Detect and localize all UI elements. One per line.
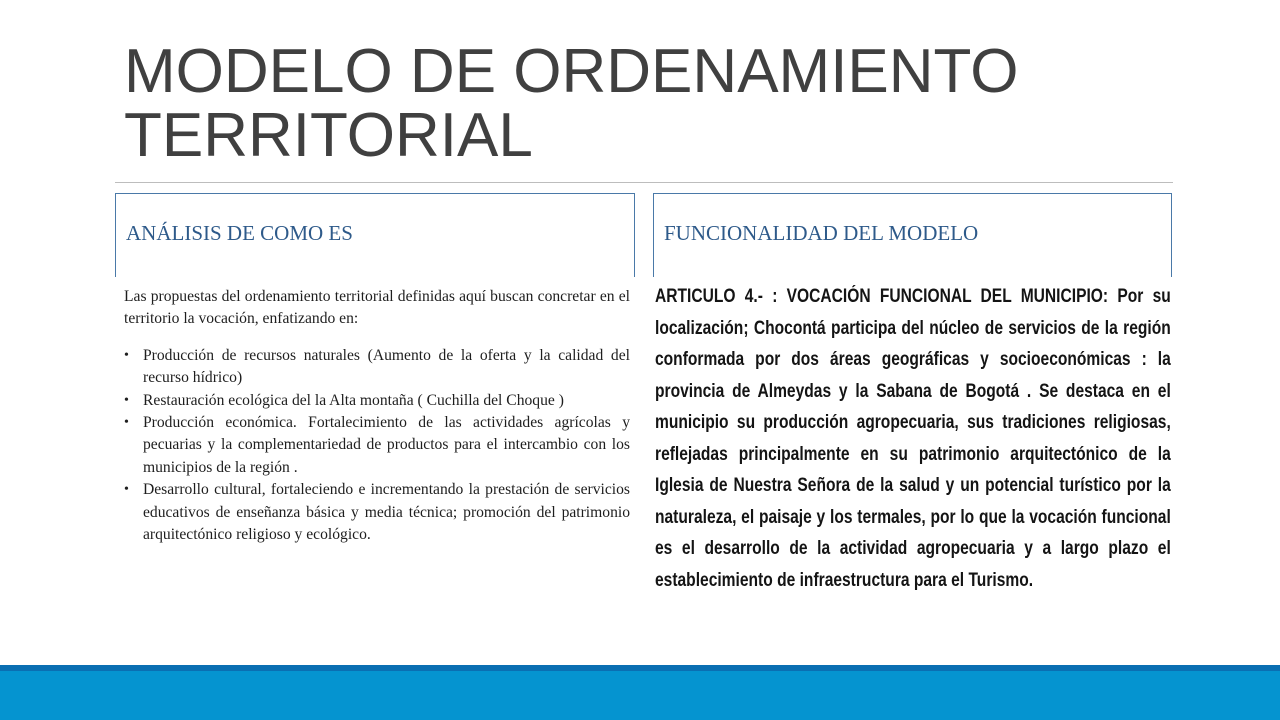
left-column-header-label: ANÁLISIS DE COMO ES xyxy=(126,221,353,245)
list-item xyxy=(124,479,630,546)
bullet-icon: • xyxy=(124,347,129,363)
header-tick xyxy=(1171,269,1172,277)
slide-title xyxy=(124,37,1164,170)
list-item-text: Producción económica. Fortalecimiento de las actividades agrícolas y pecuarias y la complementariedad de productos para el intercambio con los municipios de la región . xyxy=(143,414,630,476)
bullet-icon: • xyxy=(124,415,129,431)
article-text: : VOCACIÓN FUNCIONAL DEL MUNICIPIO: Por su localización; Chocontá participa del núcleo de servicios de la región conformada por dos áreas geográficas y socioeconómicas : la provincia de Almeydas y la Sabana de Bogotá . Se destaca en el municipio su producción agropecuaria, sus tradiciones religiosas, reflejadas principalmente en su patrimonio arquitectónico de la Iglesia de Nuestra Señora de la salud y un potencial turístico por la naturaleza, el paisaje y los termales, por lo que la vocación funcional es el desarrollo de la actividad agropecuaria y a largo plazo el establecimiento de infraestructura para el Turismo. xyxy=(655,286,1171,591)
left-document-excerpt xyxy=(124,286,630,546)
list-item-text: Desarrollo cultural, fortaleciendo e incrementando la prestación de servicios educativos de enseñanza básica y media técnica; promoción del patrimonio arquitectónico religioso y ecológico. xyxy=(143,481,630,544)
list-item xyxy=(124,412,630,479)
list-item xyxy=(124,390,630,412)
bullet-icon: • xyxy=(124,482,129,498)
right-column-header-label: FUNCIONALIDAD DEL MODELO xyxy=(664,221,979,245)
list-item-text: Restauración ecológica del la Alta montaña ( Cuchilla del Choque ) xyxy=(143,391,564,409)
left-column-header xyxy=(115,193,635,271)
slide-title-line-2: TERRITORIAL xyxy=(124,101,533,170)
bullet-icon: • xyxy=(124,392,129,408)
article-label: ARTICULO 4.- xyxy=(655,286,763,307)
list-item xyxy=(124,345,630,390)
list-item-text: Producción de recursos naturales (Aumento de la oferta y la calidad del recurso hídrico) xyxy=(143,346,630,387)
left-intro-paragraph: Las propuestas del ordenamiento territorial definidas aquí buscan concretar en el territorio la vocación, enfatizando en: xyxy=(124,288,630,328)
header-tick xyxy=(115,269,116,277)
header-tick xyxy=(653,269,654,277)
title-divider xyxy=(115,182,1173,183)
slide-title-line-1: MODELO DE ORDENAMIENTO xyxy=(124,37,1019,106)
footer-stripe xyxy=(0,665,1280,671)
footer-bar xyxy=(0,665,1280,720)
right-column-header xyxy=(653,193,1172,271)
left-bullet-list xyxy=(124,345,630,547)
header-tick xyxy=(634,269,635,277)
right-document-excerpt xyxy=(655,281,1171,596)
